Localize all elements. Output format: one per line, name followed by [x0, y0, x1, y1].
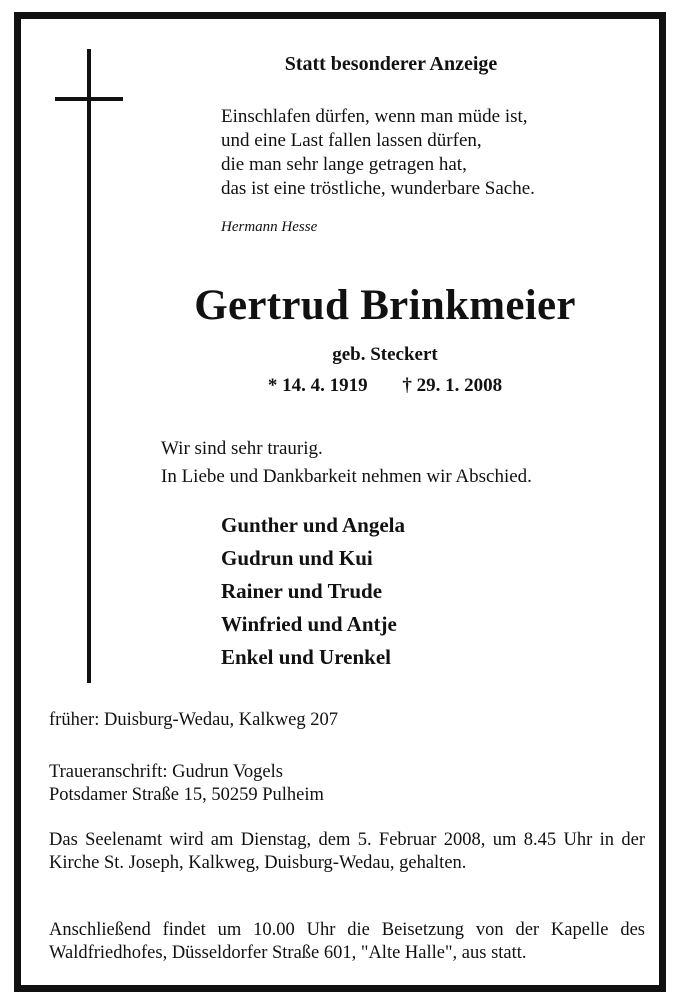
service-details: Das Seelenamt wird am Dienstag, dem 5. Februar 2008, um 8.45 Uhr in der Kirche St. Joseph, Kalkweg, Duisburg-Wedau, gehalten. — [49, 830, 645, 873]
statement-line: In Liebe und Dankbarkeit nehmen wir Abschied. — [161, 466, 532, 487]
poem-line: die man sehr lange getragen hat, — [221, 154, 467, 175]
burial-details: Anschließend findet um 10.00 Uhr die Beisetzung von der Kapelle des Waldfriedhofes, Düsseldorfer Straße 601, "Alte Halle", aus statt. — [49, 920, 645, 963]
death-date: † 29. 1. 2008 — [402, 375, 503, 396]
cross-icon-bar — [55, 97, 123, 101]
poem-author: Hermann Hesse — [221, 219, 318, 235]
poem-line: und eine Last fallen lassen dürfen, — [221, 130, 482, 151]
family-member: Rainer und Trude — [221, 579, 383, 603]
family-member: Enkel und Urenkel — [221, 645, 391, 669]
mourning-statement — [161, 435, 661, 491]
mourning-address-line: Potsdamer Straße 15, 50259 Pulheim — [49, 785, 324, 805]
birth-name: geb. Steckert — [332, 344, 438, 365]
life-dates — [111, 375, 659, 397]
family-member: Gunther und Angela — [221, 513, 406, 537]
family-member: Winfried und Antje — [221, 612, 397, 636]
poem-line: das ist eine tröstliche, wunderbare Sache. — [221, 178, 535, 199]
poem-line: Einschlafen dürfen, wenn man müde ist, — [221, 106, 528, 127]
cross-icon — [87, 49, 91, 683]
deceased-name: Gertrud Brinkmeier — [194, 282, 576, 329]
statement-line: Wir sind sehr traurig. — [161, 438, 323, 459]
poem — [221, 105, 641, 201]
family-member: Gudrun und Kui — [221, 546, 373, 570]
former-address: früher: Duisburg-Wedau, Kalkweg 207 — [49, 710, 338, 730]
family-list — [221, 509, 641, 674]
notice-heading: Statt besonderer Anzeige — [284, 53, 498, 75]
obituary-notice — [14, 12, 666, 992]
birth-date: * 14. 4. 1919 — [267, 375, 368, 396]
mourning-address — [49, 761, 645, 807]
mourning-address-line: Traueranschrift: Gudrun Vogels — [49, 762, 283, 782]
